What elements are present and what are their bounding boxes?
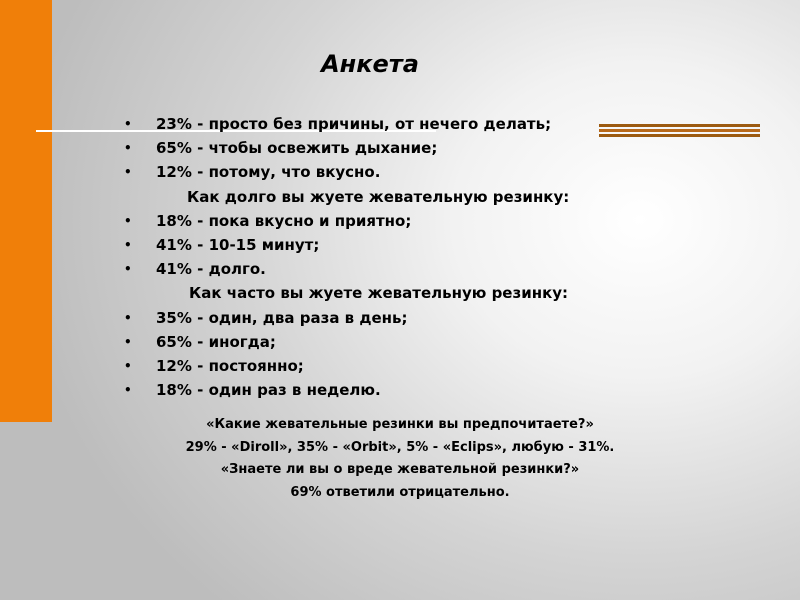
list-item-text: 35% - один, два раза в день; xyxy=(156,308,408,327)
list-item-text: 41% - 10-15 минут; xyxy=(156,235,320,254)
bullet-icon: • xyxy=(124,213,132,228)
bullet-icon: • xyxy=(124,117,132,131)
bullet-icon: • xyxy=(124,383,132,398)
bullet-icon: • xyxy=(124,310,132,325)
list-item xyxy=(124,378,569,402)
list-item xyxy=(124,112,569,136)
list-item-text: 65% - иногда; xyxy=(156,332,276,351)
section-heading-text: Как часто вы жуете жевательную резинку: xyxy=(189,284,569,303)
bullet-icon: • xyxy=(124,262,132,277)
section-heading xyxy=(124,185,569,209)
bullet-icon: • xyxy=(124,165,132,180)
list-item-text: 23% - просто без причины, от нечего делать; xyxy=(156,115,552,133)
list-item xyxy=(124,209,569,233)
list-item-text: 18% - один раз в неделю. xyxy=(156,381,381,400)
survey-list xyxy=(124,112,569,402)
list-item xyxy=(124,136,569,160)
list-item xyxy=(124,354,569,378)
list-item-text: 12% - потому, что вкусно. xyxy=(156,163,381,182)
list-item-text: 18% - пока вкусно и приятно; xyxy=(156,211,412,230)
list-item-text: 12% - постоянно; xyxy=(156,356,304,375)
answer-harm: 69% ответили отрицательно. xyxy=(290,484,510,500)
decorative-triple-line xyxy=(599,124,760,137)
bullet-icon: • xyxy=(124,141,132,156)
bottom-text-block xyxy=(160,414,640,504)
section-heading-text: Как долго вы жуете жевательную резинку: xyxy=(187,187,570,206)
list-item xyxy=(124,233,569,257)
bullet-icon: • xyxy=(124,237,132,252)
section-heading xyxy=(124,281,569,305)
list-item-text: 65% - чтобы освежить дыхание; xyxy=(156,139,438,158)
question-harm: «Знаете ли вы о вреде жевательной резинки?» xyxy=(220,462,580,477)
slide-title: Анкета xyxy=(321,50,419,78)
answer-brands: 29% - «Diroll», 35% - «Orbit», 5% - «Eclips», любую - 31%. xyxy=(185,439,615,455)
list-item-text: 41% - долго. xyxy=(156,260,266,279)
bullet-icon: • xyxy=(124,358,132,373)
list-item xyxy=(124,257,569,281)
list-item xyxy=(124,330,569,354)
bullet-icon: • xyxy=(124,334,132,349)
question-brands: «Какие жевательные резинки вы предпочитаете?» xyxy=(206,417,594,432)
list-item xyxy=(124,160,569,184)
list-item xyxy=(124,306,569,330)
